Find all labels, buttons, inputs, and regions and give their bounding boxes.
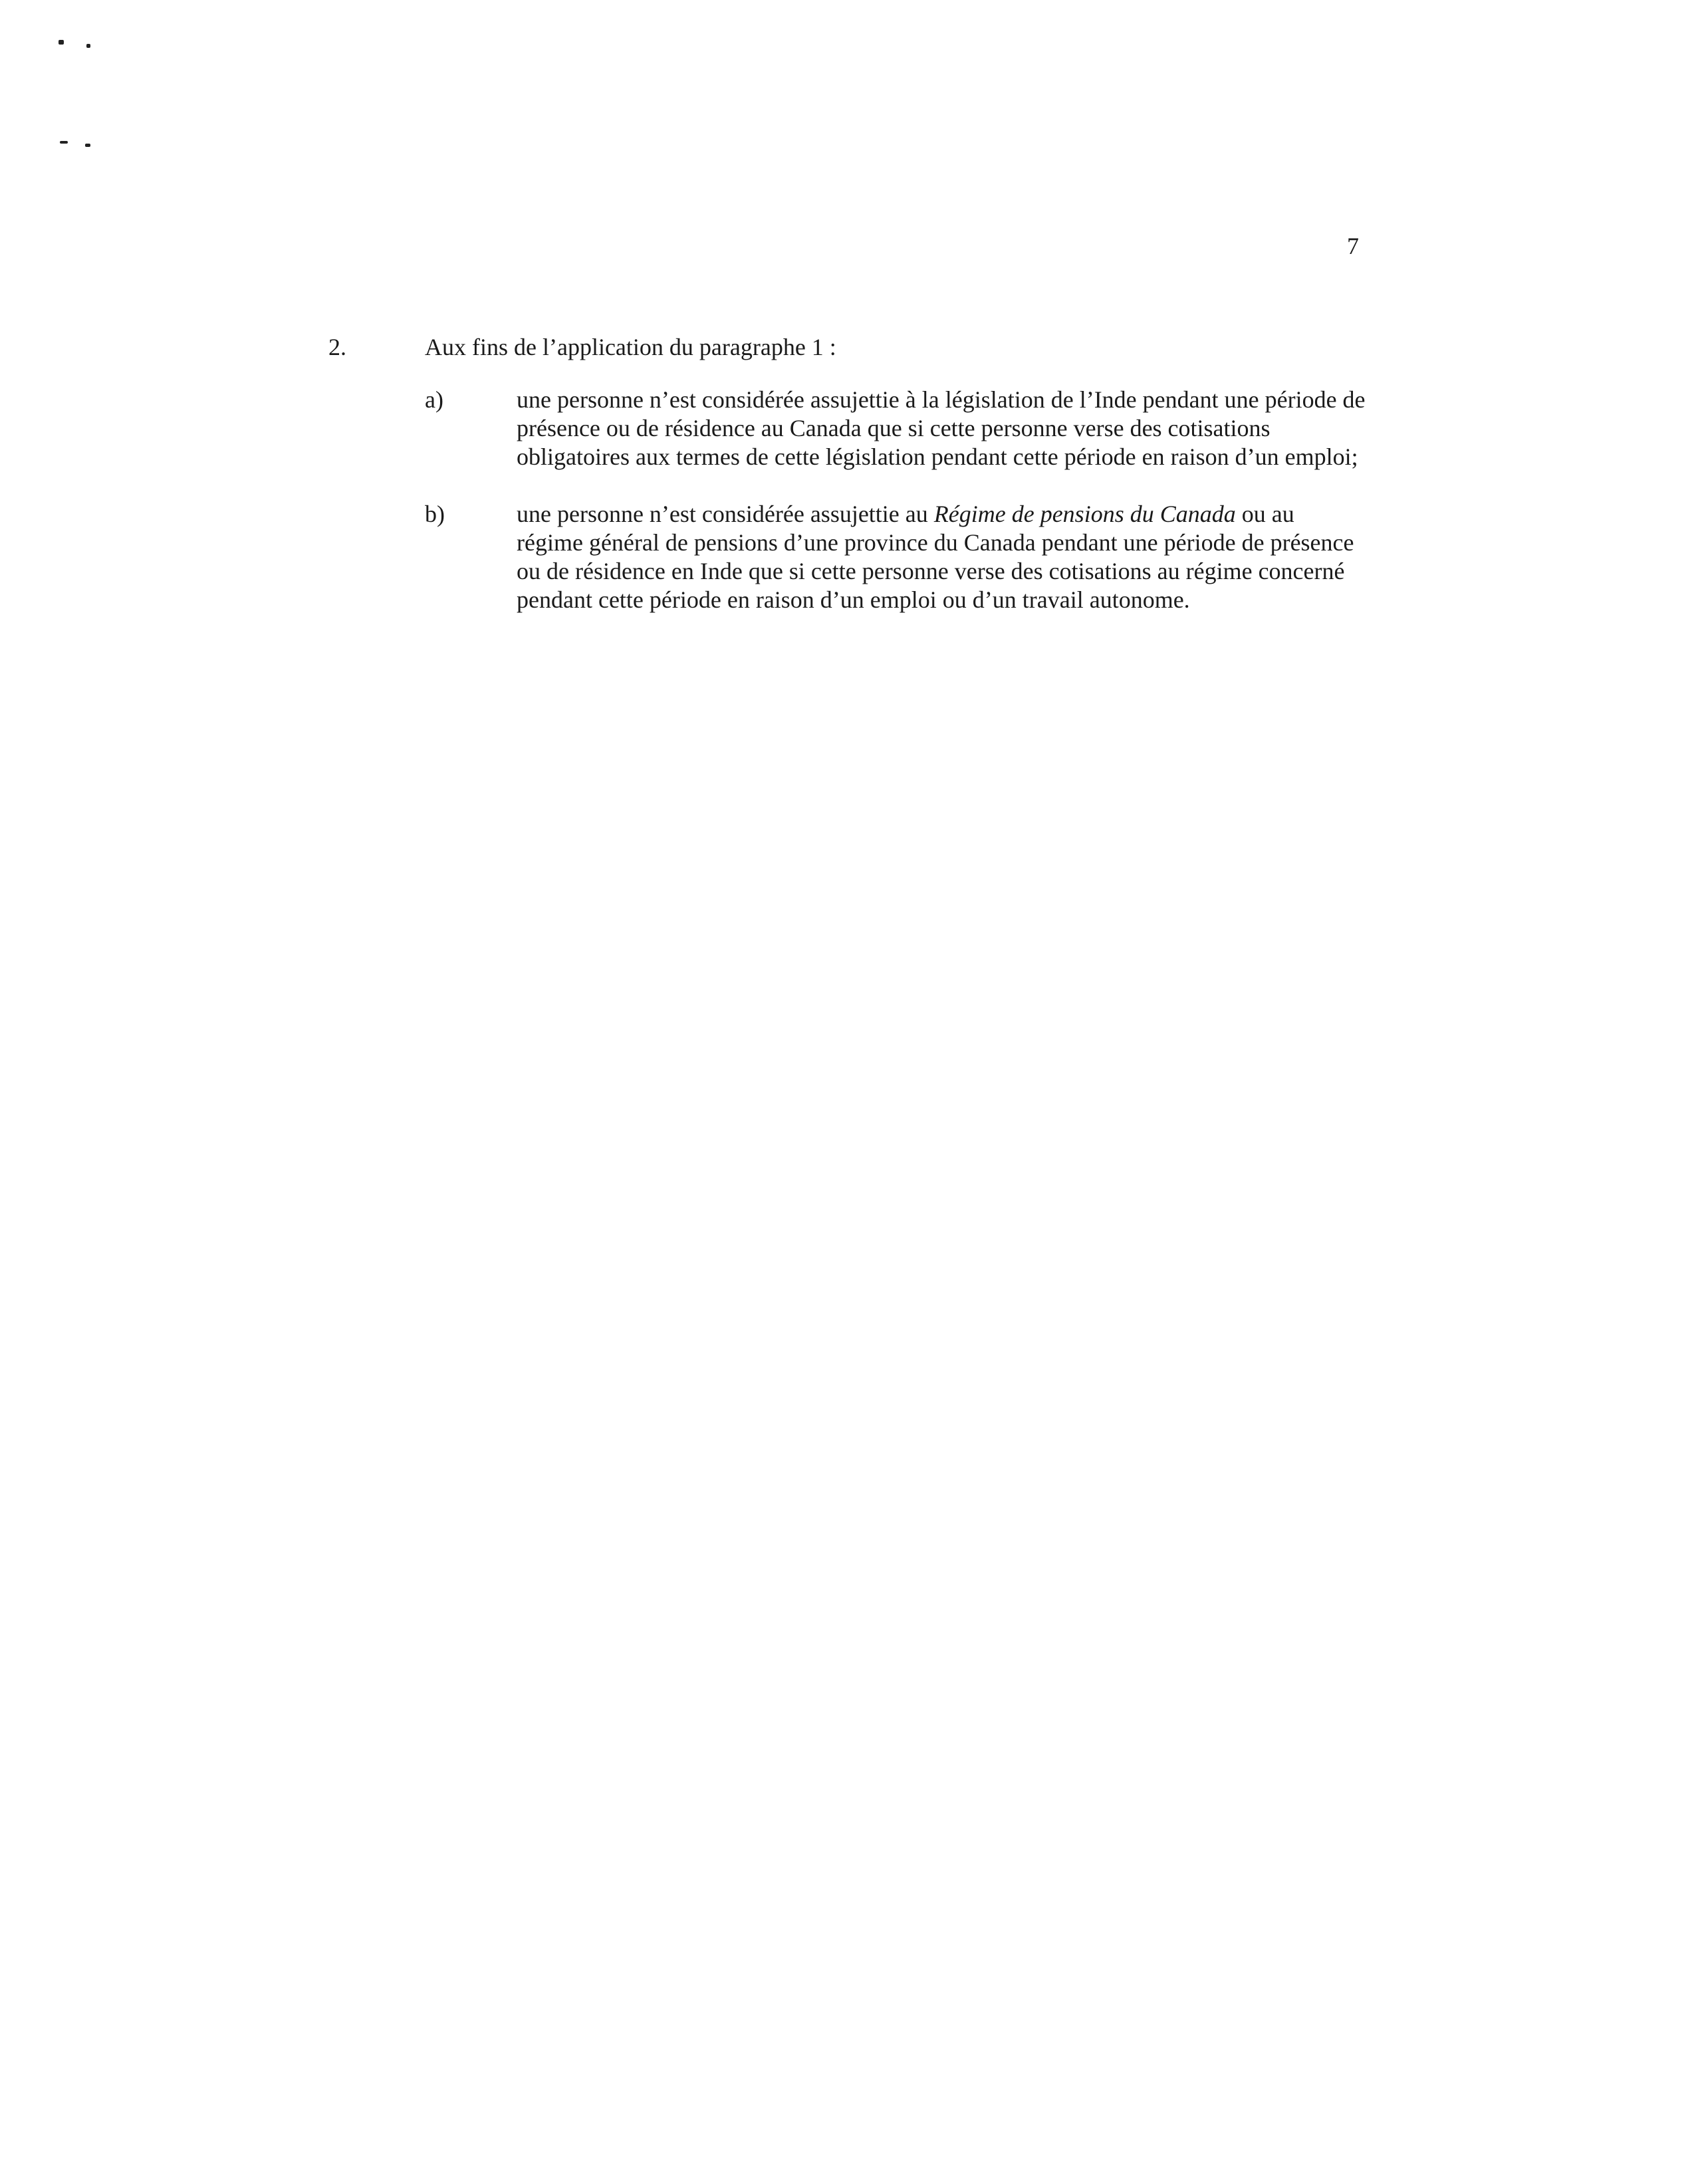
scan-speck [86,44,90,48]
item-text-italic: Régime de pensions du Canada [933,501,1236,527]
clause-items [328,386,1366,614]
list-item-a [425,386,1366,471]
item-text-before: une personne n’est considérée assujettie au [517,501,934,527]
item-label: a) [425,386,443,413]
scan-speck [59,40,64,45]
clause-heading [328,332,1366,362]
clause-number: 2. [328,334,346,360]
scan-speck [60,141,68,144]
scan-speck [85,144,90,147]
page-number: 7 [1347,233,1359,259]
clause-intro: Aux fins de l’application du paragraphe 1 : [425,334,836,360]
list-item-b [425,500,1366,614]
item-label: b) [425,501,445,527]
clause-2 [328,332,1366,643]
item-text [517,500,1366,614]
item-text: une personne n’est considérée assujettie à la législation de l’Inde pendant une période de présence ou de résidence au Canada que si cette personne verse des cotisations obligatoires aux termes de cette législation pendant cette période en raison d’un emploi; [517,386,1366,470]
item-text-after: ou au régime général de pensions d’une province du Canada pendant une période de présence ou de résidence en Inde que si cette personne verse des cotisations au régime concerné pendant cette période en raison d’un emploi ou d’un travail autonome. [517,501,1354,613]
